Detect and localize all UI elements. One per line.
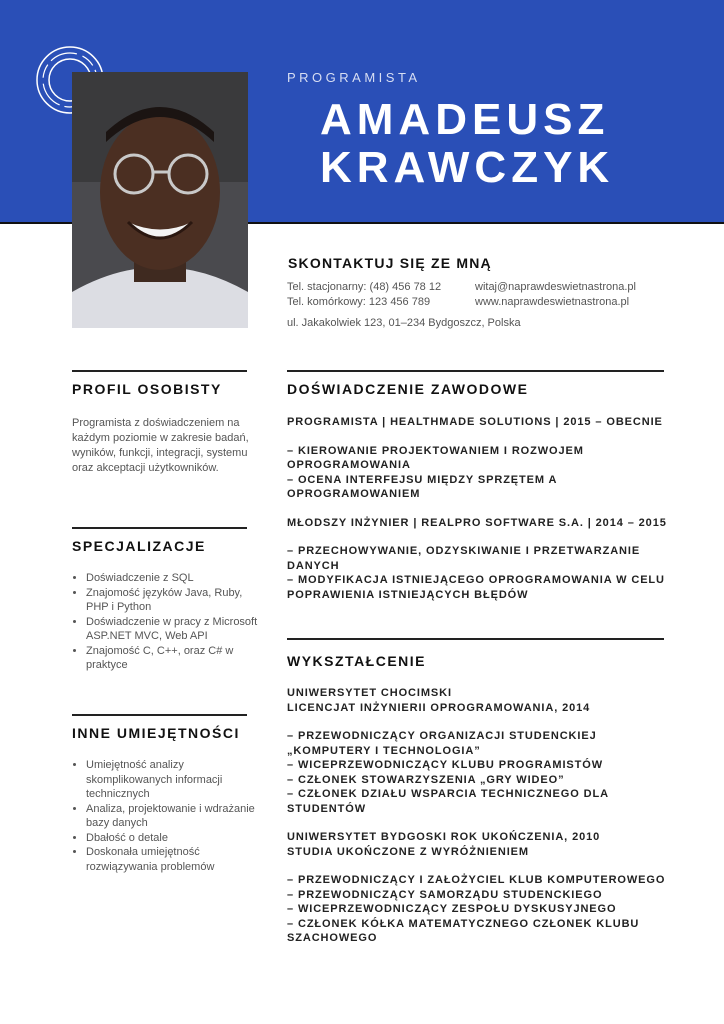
person-name: [320, 96, 614, 192]
email-link[interactable]: witaj@naprawdeswietnastrona.pl: [475, 281, 636, 293]
school-item: – CZŁONEK STOWARZYSZENIA „GRY WIDEO”: [287, 773, 565, 786]
school-item: – WICEPRZEWODNICZĄCY ZESPOŁU DYSKUSYJNEGO: [287, 903, 617, 915]
specializations-heading: SPECJALIZACJE: [72, 538, 206, 554]
divider: [72, 370, 247, 372]
school-item: – WICEPRZEWODNICZĄCY KLUBU PROGRAMISTÓW: [287, 759, 604, 771]
list-item: • Dbałość o detale: [86, 831, 258, 846]
experience-heading: DOŚWIADCZENIE ZAWODOWE: [287, 381, 529, 397]
list-item: • Znajomość języków Java, Ruby, PHP i Python: [86, 586, 258, 615]
school-item: – PRZEWODNICZĄCY SAMORZĄDU STUDENCKIEGO: [287, 888, 603, 901]
last-name: KRAWCZYK: [320, 143, 615, 192]
job-title: PROGRAMISTA: [287, 70, 421, 85]
job-duty: – OCENA INTERFEJSU MIĘDZY SPRZĘTEM A OPROGRAMOWANIEM: [287, 473, 557, 500]
divider: [287, 370, 664, 372]
profile-photo: [72, 72, 248, 328]
school-item: – PRZEWODNICZĄCY I ZAŁOŻYCIEL KLUB KOMPUTEROWEGO: [287, 874, 666, 886]
contact-online: [475, 280, 636, 310]
school-degree: LICENCJAT INŻYNIERII OPROGRAMOWANIA, 2014: [287, 701, 591, 714]
other-skills-list: [72, 758, 258, 874]
portrait-image: [72, 72, 248, 328]
list-item: • Doświadczenie z SQL: [86, 571, 258, 586]
divider: [72, 714, 247, 716]
school-name: UNIWERSYTET CHOCIMSKI: [287, 687, 452, 699]
specializations-list: [72, 571, 258, 673]
job-duty: – PRZECHOWYWANIE, ODZYSKIWANIE I PRZETWARZANIE DANYCH: [287, 545, 641, 572]
list-item: • Doskonała umiejętność rozwiązywania problemów: [86, 845, 258, 874]
website-link[interactable]: www.naprawdeswietnastrona.pl: [475, 296, 630, 308]
job-duty: – KIEROWANIE PROJEKTOWANIEM I ROZWOJEM OPROGRAMOWANIA: [287, 444, 584, 471]
school-name: UNIWERSYTET BYDGOSKI ROK UKOŃCZENIA, 2010: [287, 831, 601, 843]
school-item: – CZŁONEK KÓŁKA MATEMATYCZNEGO CZŁONEK KLUBU SZACHOWEGO: [287, 917, 640, 944]
school-item: – PRZEWODNICZĄCY ORGANIZACJI STUDENCKIEJ „KOMPUTERY I TECHNOLOGIA”: [287, 730, 597, 757]
divider: [287, 638, 664, 640]
list-item: • Doświadczenie w pracy z Microsoft ASP.NET MVC, Web API: [86, 615, 258, 644]
job-heading: MŁODSZY INŻYNIER | REALPRO SOFTWARE S.A. | 2014 – 2015: [287, 516, 667, 529]
phone-landline: Tel. stacjonarny: (48) 456 78 12: [287, 281, 442, 293]
contact-heading: SKONTAKTUJ SIĘ ZE MNĄ: [288, 255, 492, 271]
phone-mobile: Tel. komórkowy: 123 456 789: [287, 296, 431, 308]
profile-text: Programista z doświadczeniem na każdym poziomie w zakresie badań, wyników, funkcji, integracji, systemu oraz akceptacji użytkowników.: [72, 417, 249, 474]
divider: [72, 527, 247, 529]
contact-phones: [287, 280, 441, 310]
other-skills-heading: INNE UMIEJĘTNOŚCI: [72, 725, 240, 741]
education-heading: WYKSZTAŁCENIE: [287, 653, 427, 669]
experience-section: [287, 415, 667, 602]
address: ul. Jakakolwiek 123, 01–234 Bydgoszcz, Polska: [287, 317, 521, 329]
list-item: • Znajomość C, C++, oraz C# w praktyce: [86, 644, 258, 673]
school-degree: STUDIA UKOŃCZONE Z WYRÓŻNIENIEM: [287, 845, 529, 858]
list-item: • Umiejętność analizy skomplikowanych informacji technicznych: [86, 758, 258, 802]
job-duty: – MODYFIKACJA ISTNIEJĄCEGO OPROGRAMOWANIA W CELU POPRAWIENIA ISTNIEJĄCYCH BŁĘDÓW: [287, 574, 665, 601]
first-name: AMADEUSZ: [320, 95, 610, 144]
job-heading: PROGRAMISTA | HEALTHMADE SOLUTIONS | 2015 – OBECNIE: [287, 416, 663, 428]
list-item: • Analiza, projektowanie i wdrażanie bazy danych: [86, 802, 258, 831]
education-section: [287, 686, 667, 946]
school-item: – CZŁONEK DZIAŁU WSPARCIA TECHNICZNEGO DLA STUDENTÓW: [287, 788, 609, 815]
profile-heading: PROFIL OSOBISTY: [72, 381, 222, 397]
